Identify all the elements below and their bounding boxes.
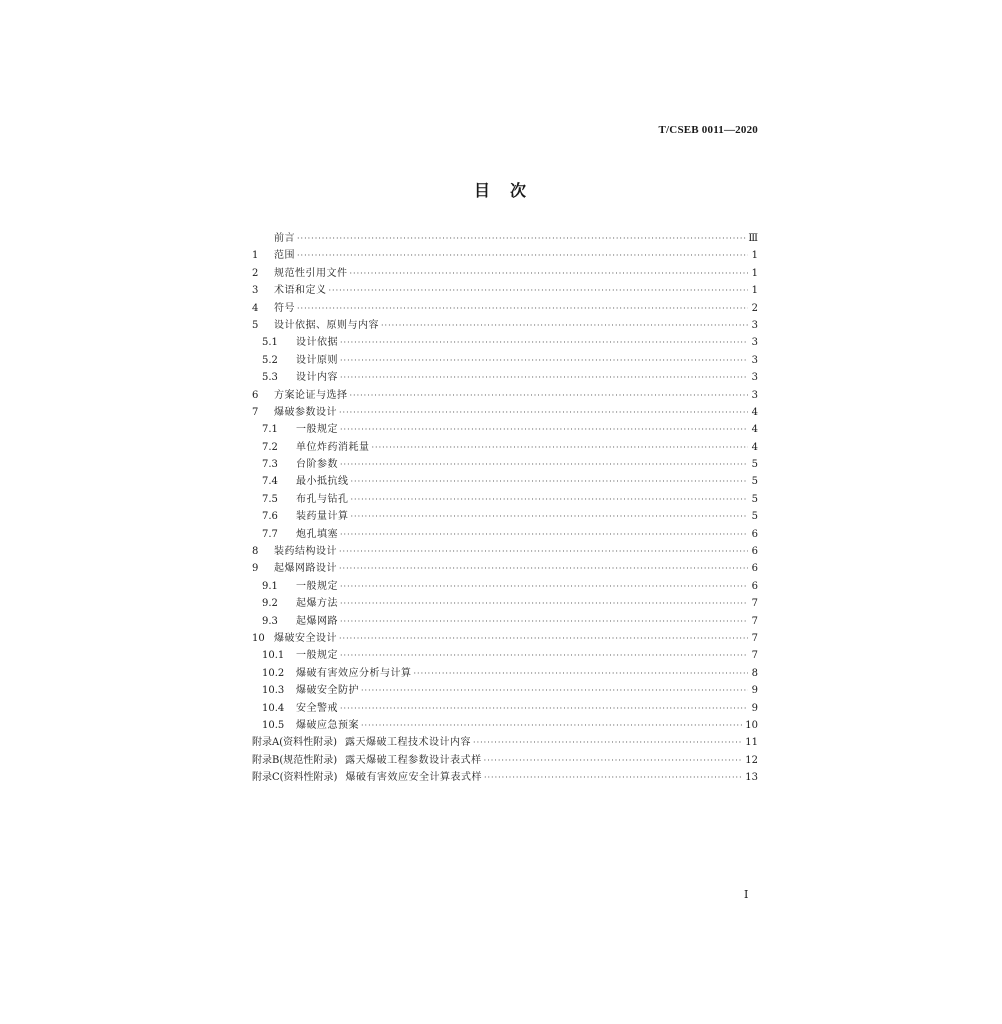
toc-entry-title: 爆破安全设计 <box>274 632 337 644</box>
toc-entry-title: 范围 <box>274 250 295 262</box>
toc-entry-number: 3 <box>252 285 259 297</box>
toc-entry-page: 5 <box>751 476 758 488</box>
toc-entry-number: 10.3 <box>262 685 285 697</box>
toc-dot-leader <box>340 369 748 386</box>
toc-entry-number: 7.7 <box>262 528 278 540</box>
toc-entry-number: 9.2 <box>262 598 278 610</box>
toc-entry-number: 5.3 <box>262 372 278 384</box>
toc-entry[interactable] <box>252 491 758 508</box>
toc-entry-title: 布孔与钻孔 <box>296 493 349 505</box>
toc-entry[interactable] <box>252 508 758 525</box>
toc-entry[interactable] <box>252 247 758 264</box>
toc-dot-leader <box>340 595 748 612</box>
toc-entry-page: 4 <box>751 406 758 418</box>
toc-entry-title: 一般规定 <box>296 650 338 662</box>
toc-entry-page: 1 <box>751 267 758 279</box>
toc-entry-title: 单位炸药消耗量 <box>296 441 370 453</box>
toc-entry-title: 炮孔填塞 <box>296 528 338 540</box>
toc-entry-title: 露天爆破工程参数设计表式样 <box>345 754 482 766</box>
toc-dot-leader <box>297 247 748 264</box>
toc-entry-page: 1 <box>751 285 758 297</box>
toc-entry-title: 前言 <box>274 233 295 244</box>
toc-entry-number: 5.2 <box>262 354 278 366</box>
page-title: 目 次 <box>473 181 528 200</box>
toc-entry-number: 7 <box>252 406 259 418</box>
toc-entry-title: 一般规定 <box>296 580 338 592</box>
toc-entry-title: 最小抵抗线 <box>296 476 349 488</box>
toc-entry-page: 6 <box>751 563 758 575</box>
toc-dot-leader <box>484 769 743 786</box>
toc-entry-page: 3 <box>751 354 758 366</box>
toc-entry-title: 术语和定义 <box>274 285 327 297</box>
toc-entry[interactable] <box>252 560 758 577</box>
toc-entry-page: 11 <box>745 737 758 749</box>
toc-entry-title: 爆破参数设计 <box>274 406 337 418</box>
toc-entry-number: 10.4 <box>262 702 285 714</box>
toc-entry-number: 9 <box>252 563 259 575</box>
toc-entry[interactable] <box>252 734 758 751</box>
toc-entry-page: 3 <box>751 372 758 384</box>
toc-entry[interactable] <box>252 613 758 630</box>
toc-entry-number: 5 <box>252 319 259 331</box>
toc-entry-title: 起爆网路 <box>296 615 338 627</box>
toc-entry[interactable] <box>252 595 758 612</box>
toc-entry-page: 12 <box>745 754 758 766</box>
toc-dot-leader <box>340 526 748 543</box>
toc-entry-title: 装药结构设计 <box>274 546 337 558</box>
toc-entry-page: 1 <box>751 250 758 262</box>
toc-dot-leader <box>361 682 748 699</box>
toc-entry-number: 附录A(资料性附录) <box>252 737 338 749</box>
toc-dot-leader <box>339 543 748 560</box>
toc-dot-leader <box>340 647 748 664</box>
toc-dot-leader <box>297 300 748 317</box>
toc-entry[interactable] <box>252 630 758 647</box>
toc-entry-title: 设计原则 <box>296 354 338 366</box>
toc-entry-title: 爆破安全防护 <box>296 685 359 697</box>
toc-entry[interactable] <box>252 752 758 769</box>
toc-entry[interactable] <box>252 300 758 317</box>
toc-entry-page: 6 <box>751 580 758 592</box>
toc-entry-number: 7.3 <box>262 459 278 471</box>
toc-entry-number: 附录B(规范性附录) <box>252 754 338 766</box>
toc-entry-title: 方案论证与选择 <box>274 389 348 401</box>
toc-entry[interactable] <box>252 369 758 386</box>
toc-entry-title: 起爆网路设计 <box>274 563 337 575</box>
toc-entry-page: 4 <box>751 441 758 453</box>
toc-dot-leader <box>339 560 748 577</box>
toc-entry[interactable] <box>252 230 758 247</box>
toc-dot-leader <box>473 734 743 751</box>
toc-entry-page: 6 <box>751 528 758 540</box>
toc-entry-number: 7.1 <box>262 424 278 436</box>
toc-entry-number: 9.1 <box>262 580 278 592</box>
toc-entry-title: 起爆方法 <box>296 598 338 610</box>
toc-entry-page: 6 <box>751 546 758 558</box>
toc-dot-leader <box>350 265 749 282</box>
toc-entry-number: 7.5 <box>262 493 278 505</box>
toc-dot-leader <box>351 491 749 508</box>
toc-entry-page: 13 <box>745 772 758 784</box>
toc-entry-number: 6 <box>252 389 259 401</box>
toc-dot-leader <box>340 456 748 473</box>
toc-entry[interactable] <box>252 439 758 456</box>
toc-entry[interactable] <box>252 543 758 560</box>
toc-entry-number: 10.5 <box>262 719 285 731</box>
toc-dot-leader <box>297 230 746 247</box>
toc-entry-page: 7 <box>751 650 758 662</box>
toc-entry-title: 露天爆破工程技术设计内容 <box>345 737 472 749</box>
toc-entry-page: 7 <box>751 615 758 627</box>
toc-entry-page: 9 <box>751 702 758 714</box>
toc-dot-leader <box>414 665 749 682</box>
toc-entry-number: 7.4 <box>262 476 278 488</box>
toc-entry-page: 5 <box>751 511 758 523</box>
toc-dot-leader <box>340 578 748 595</box>
toc-entry[interactable] <box>252 578 758 595</box>
toc-entry[interactable] <box>252 665 758 682</box>
toc-entry[interactable] <box>252 352 758 369</box>
toc-entry[interactable] <box>252 334 758 351</box>
toc-entry-number: 附录C(资料性附录) <box>252 772 338 784</box>
toc-entry[interactable] <box>252 473 758 490</box>
toc-entry[interactable] <box>252 282 758 299</box>
toc-dot-leader <box>361 717 743 734</box>
toc-entry-title: 台阶参数 <box>296 459 338 471</box>
toc-dot-leader <box>372 439 749 456</box>
page-number: I <box>744 888 749 901</box>
toc-entry-number: 10 <box>252 632 265 644</box>
toc-entry-number: 2 <box>252 267 259 279</box>
toc-dot-leader <box>340 352 748 369</box>
toc-entry-title: 一般规定 <box>296 424 338 436</box>
toc-dot-leader <box>339 404 748 421</box>
toc-entry[interactable] <box>252 769 758 786</box>
toc-dot-leader <box>351 508 749 525</box>
toc-entry-title: 设计依据 <box>296 337 338 349</box>
toc-dot-leader <box>340 700 748 717</box>
toc-entry-title: 装药量计算 <box>296 511 349 523</box>
toc-entry[interactable] <box>252 717 758 734</box>
toc-entry[interactable] <box>252 700 758 717</box>
toc-entry-title: 设计依据、原则与内容 <box>274 319 379 331</box>
toc-entry-page: 4 <box>751 424 758 436</box>
toc-entry-number: 5.1 <box>262 337 278 349</box>
toc-entry-page: 7 <box>751 632 758 644</box>
toc-entry[interactable] <box>252 526 758 543</box>
toc-entry-title: 爆破有害效应分析与计算 <box>296 667 412 679</box>
toc-entry-title: 设计内容 <box>296 372 338 384</box>
toc-entry-page: 5 <box>751 459 758 471</box>
toc-dot-leader <box>484 752 744 769</box>
toc-entry-number: 10.2 <box>262 667 285 679</box>
toc-entry-title: 爆破有害效应安全计算表式样 <box>345 772 482 784</box>
toc-entry[interactable] <box>252 404 758 421</box>
toc-entry[interactable] <box>252 682 758 699</box>
toc-entry[interactable] <box>252 421 758 438</box>
toc-entry-page: 2 <box>751 302 758 314</box>
toc-dot-leader <box>329 282 749 299</box>
toc-dot-leader <box>340 334 748 351</box>
toc-entry-title: 规范性引用文件 <box>274 267 348 279</box>
toc-entry[interactable] <box>252 387 758 404</box>
standard-code: T/CSEB 0011—2020 <box>658 124 758 136</box>
toc-entry-title: 安全警戒 <box>296 702 338 714</box>
toc-entry-page: 3 <box>751 389 758 401</box>
toc-entry[interactable] <box>252 317 758 334</box>
toc-entry-title: 符号 <box>274 302 295 314</box>
toc-entry-number: 7.2 <box>262 441 278 453</box>
toc-entry-title: 爆破应急预案 <box>296 719 359 731</box>
table-of-contents <box>252 230 758 787</box>
toc-entry[interactable] <box>252 456 758 473</box>
toc-entry-page: 5 <box>751 493 758 505</box>
toc-entry-page: 8 <box>751 667 758 679</box>
toc-entry-number: 10.1 <box>262 650 285 662</box>
toc-dot-leader <box>381 317 748 334</box>
toc-entry-number: 9.3 <box>262 615 278 627</box>
toc-entry-page: Ⅲ <box>748 233 758 244</box>
toc-entry-number: 1 <box>252 250 259 262</box>
toc-dot-leader <box>351 473 749 490</box>
toc-entry-number: 4 <box>252 302 259 314</box>
toc-entry-page: 9 <box>751 685 758 697</box>
toc-dot-leader <box>340 421 748 438</box>
toc-entry-page: 3 <box>751 319 758 331</box>
toc-entry-page: 3 <box>751 337 758 349</box>
toc-dot-leader <box>340 613 748 630</box>
toc-entry-page: 10 <box>745 719 758 731</box>
toc-dot-leader <box>339 630 748 647</box>
toc-entry-number: 7.6 <box>262 511 278 523</box>
toc-entry[interactable] <box>252 265 758 282</box>
toc-entry-number: 8 <box>252 546 259 558</box>
toc-entry-page: 7 <box>751 598 758 610</box>
toc-dot-leader <box>350 387 749 404</box>
toc-entry[interactable] <box>252 647 758 664</box>
